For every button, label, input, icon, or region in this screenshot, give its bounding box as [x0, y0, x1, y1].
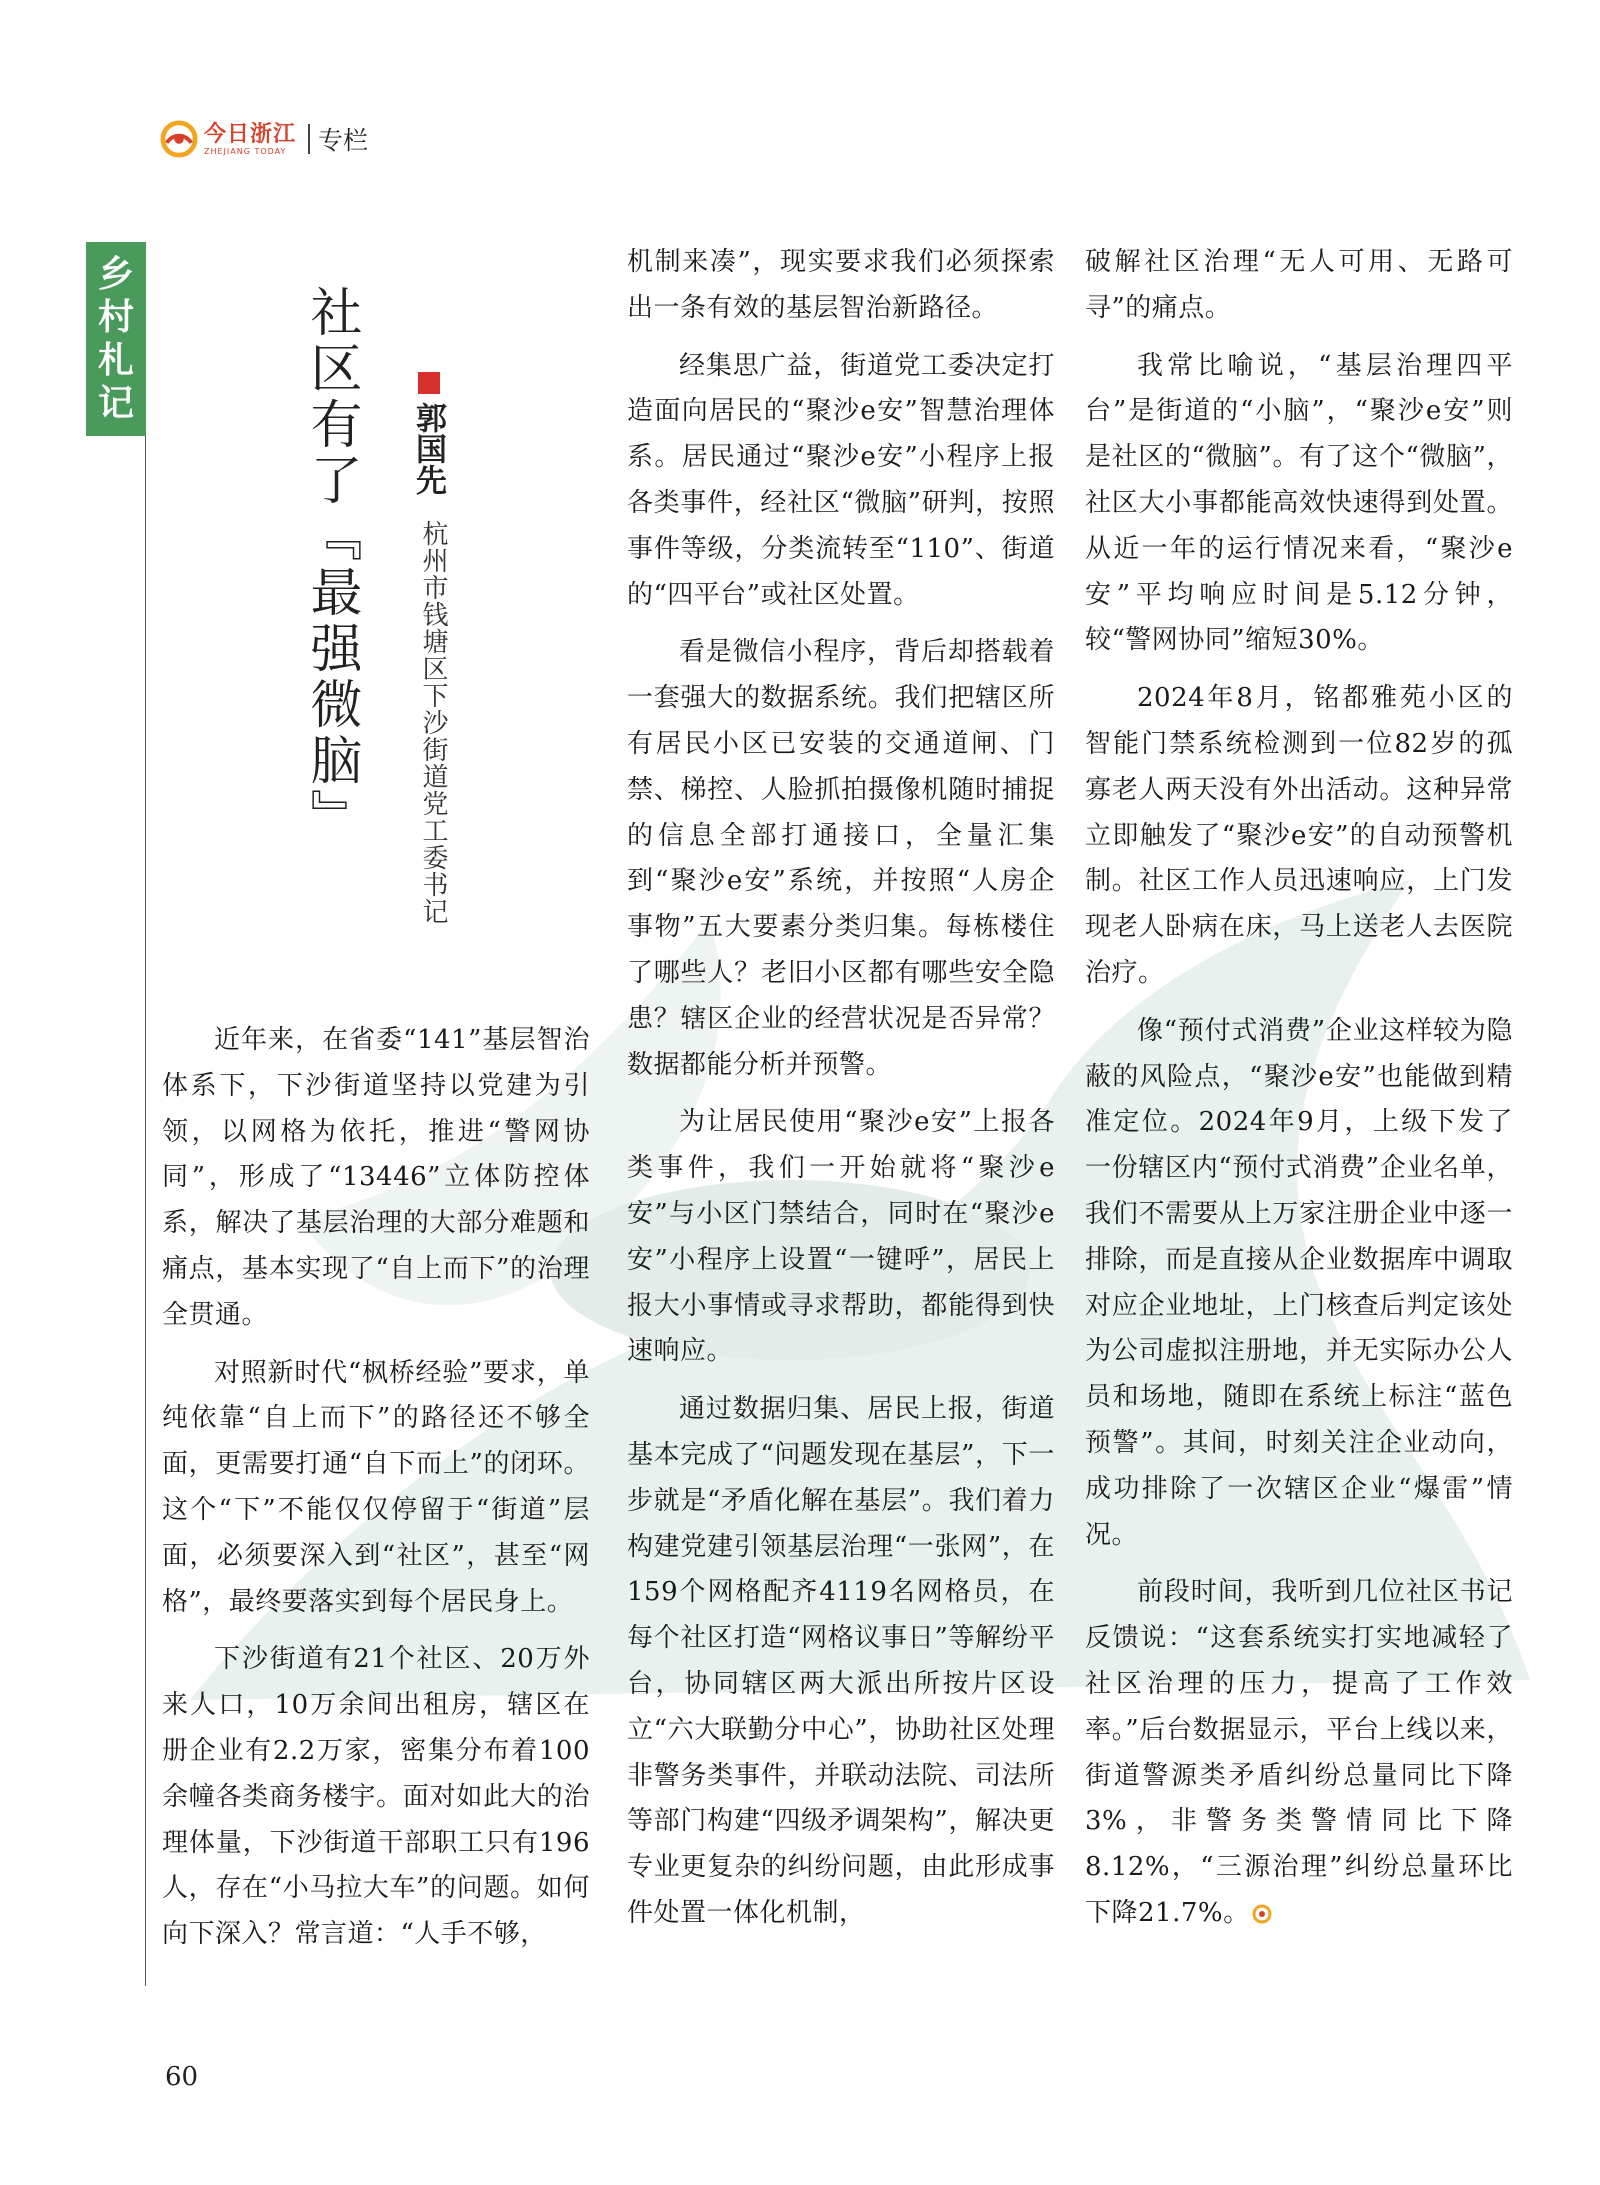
paragraph: 下沙街道有21个社区、20万外来人口，10万余间出租房，辖区在册企业有2.2万家，密集分布着100余幢各类商务楼宇。面对如此大的治理体量，下沙街道干部职工只有196人，存在“小马拉大车”的问题。如何向下深入？常言道：“人手不够， [162, 1644, 590, 1950]
paragraph: 破解社区治理“无人可用、无路可寻”的痛点。 [1085, 247, 1513, 323]
paragraph: 对照新时代“枫桥经验”要求，单纯依靠“自上而下”的路径还不够全面，更需要打通“自下而上”的闭环。这个“下”不能仅仅停留于“街道”层面，必须要深入到“社区”，甚至“网格”，最终要落实到每个居民身上。 [162, 1357, 590, 1617]
text-column-2 [627, 240, 1055, 1949]
column-tab-char: 村 [97, 295, 134, 338]
page-number: 60 [165, 2062, 199, 2092]
article-title: 社区有了『最强微脑』 [301, 285, 361, 845]
paragraph-last [1085, 1570, 1513, 1936]
paragraph-last-text: 前段时间，我听到几位社区书记反馈说：“这套系统实打实地减轻了社区治理的压力，提高了工作效率。”后台数据显示，平台上线以来，街道警源类矛盾纠纷总量同比下降3%，非警务类警情同比下降8.12%，“三源治理”纠纷总量环比下降21.7%。 [1085, 1577, 1513, 1928]
header-divider [308, 124, 310, 154]
text-column-1 [162, 1018, 590, 1970]
logo-wordmark [204, 120, 297, 156]
paragraph: 近年来，在省委“141”基层智治体系下，下沙街道坚持以党建为引领，以网格为依托，推进“警网协同”，形成了“13446”立体防控体系，解决了基层治理的大部分难题和痛点，基本实现了“自上而下”的治理全贯通。 [162, 1025, 590, 1330]
author-name: 郭国先 [410, 402, 446, 495]
author-affiliation: 杭州市钱塘区下沙街道党工委书记 [418, 520, 448, 925]
paragraph: 经集思广益，街道党工委决定打造面向居民的“聚沙e安”智慧治理体系。居民通过“聚沙e安”小程序上报各类事件，经社区“微脑”研判，按照事件等级，分类流转至“110”、街道的“四平台”或社区处置。 [627, 350, 1055, 610]
column-tab-char: 札 [97, 339, 134, 381]
paragraph: 2024年8月，铭都雅苑小区的智能门禁系统检测到一位82岁的孤寡老人两天没有外出活动。这种异常立即触发了“聚沙e安”的自动预警机制。社区工作人员迅速响应，上门发现老人卧病在床，马上送老人去医院治疗。 [1085, 683, 1513, 988]
paragraph: 像“预付式消费”企业这样较为隐蔽的风险点，“聚沙e安”也能做到精准定位。2024年9月，上级下发了一份辖区内“预付式消费”企业名单，我们不需要从上万家注册企业中逐一排除，而是直接从企业数据库中调取对应企业地址，上门核查后判定该处为公司虚拟注册地，并无实际办公人员和场地，随即在系统上标注“蓝色预警”。其间，时刻关注企业动向，成功排除了一次辖区企业“爆雷”情况。 [1085, 1015, 1513, 1550]
text-column-3 [1085, 240, 1513, 1949]
logo-english-text: ZHEJIANG TODAY [204, 146, 287, 156]
paragraph: 通过数据归集、居民上报，街道基本完成了“问题发现在基层”，下一步就是“矛盾化解在基层”。我们着力构建党建引领基层治理“一张网”，在159个网格配齐4119名网格员，在每个社区打造“网格议事日”等解纷平台，协同辖区两大派出所按片区设立“六大联勤分中心”，协助社区处理非警务类事件，并联动法院、司法所等部门构建“四级矛调架构”，解决更专业更复杂的纠纷问题，由此形成事件处置一体化机制， [627, 1394, 1055, 1928]
column-tab-char: 记 [97, 382, 134, 425]
masthead [160, 118, 368, 160]
column-tab-char: 乡 [97, 252, 134, 295]
left-margin-rule [145, 436, 146, 1986]
end-of-article-icon [1252, 1904, 1272, 1924]
section-label: 专栏 [318, 126, 369, 155]
column-tab [86, 242, 146, 436]
zhejiang-today-logo-icon [160, 120, 198, 158]
paragraph: 我常比喻说，“基层治理四平台”是街道的“小脑”，“聚沙e安”则是社区的“微脑”。有了这个“微脑”，社区大小事都能高效快速得到处置。从近一年的运行情况来看，“聚沙e安”平均响应时间是5.12分钟，较“警网协同”缩短30%。 [1085, 350, 1513, 656]
paragraph: 机制来凑”，现实要求我们必须探索出一条有效的基层智治新路径。 [627, 247, 1055, 323]
paragraph: 为让居民使用“聚沙e安”上报各类事件，我们一开始就将“聚沙e安”与小区门禁结合，同时在“聚沙e安”小程序上设置“一键呼”，居民上报大小事情或寻求帮助，都能得到快速响应。 [627, 1107, 1055, 1367]
author-marker [418, 372, 440, 394]
paragraph: 看是微信小程序，背后却搭载着一套强大的数据系统。我们把辖区所有居民小区已安装的交通道闸、门禁、梯控、人脸抓拍摄像机随时捕捉的信息全部打通接口，全量汇集到“聚沙e安”系统，并按照“人房企事物”五大要素分类归集。每栋楼住了哪些人？老旧小区都有哪些安全隐患？辖区企业的经营状况是否异常？数据都能分析并预警。 [627, 637, 1055, 1080]
logo-chinese-text: 今日浙江 [204, 120, 297, 147]
